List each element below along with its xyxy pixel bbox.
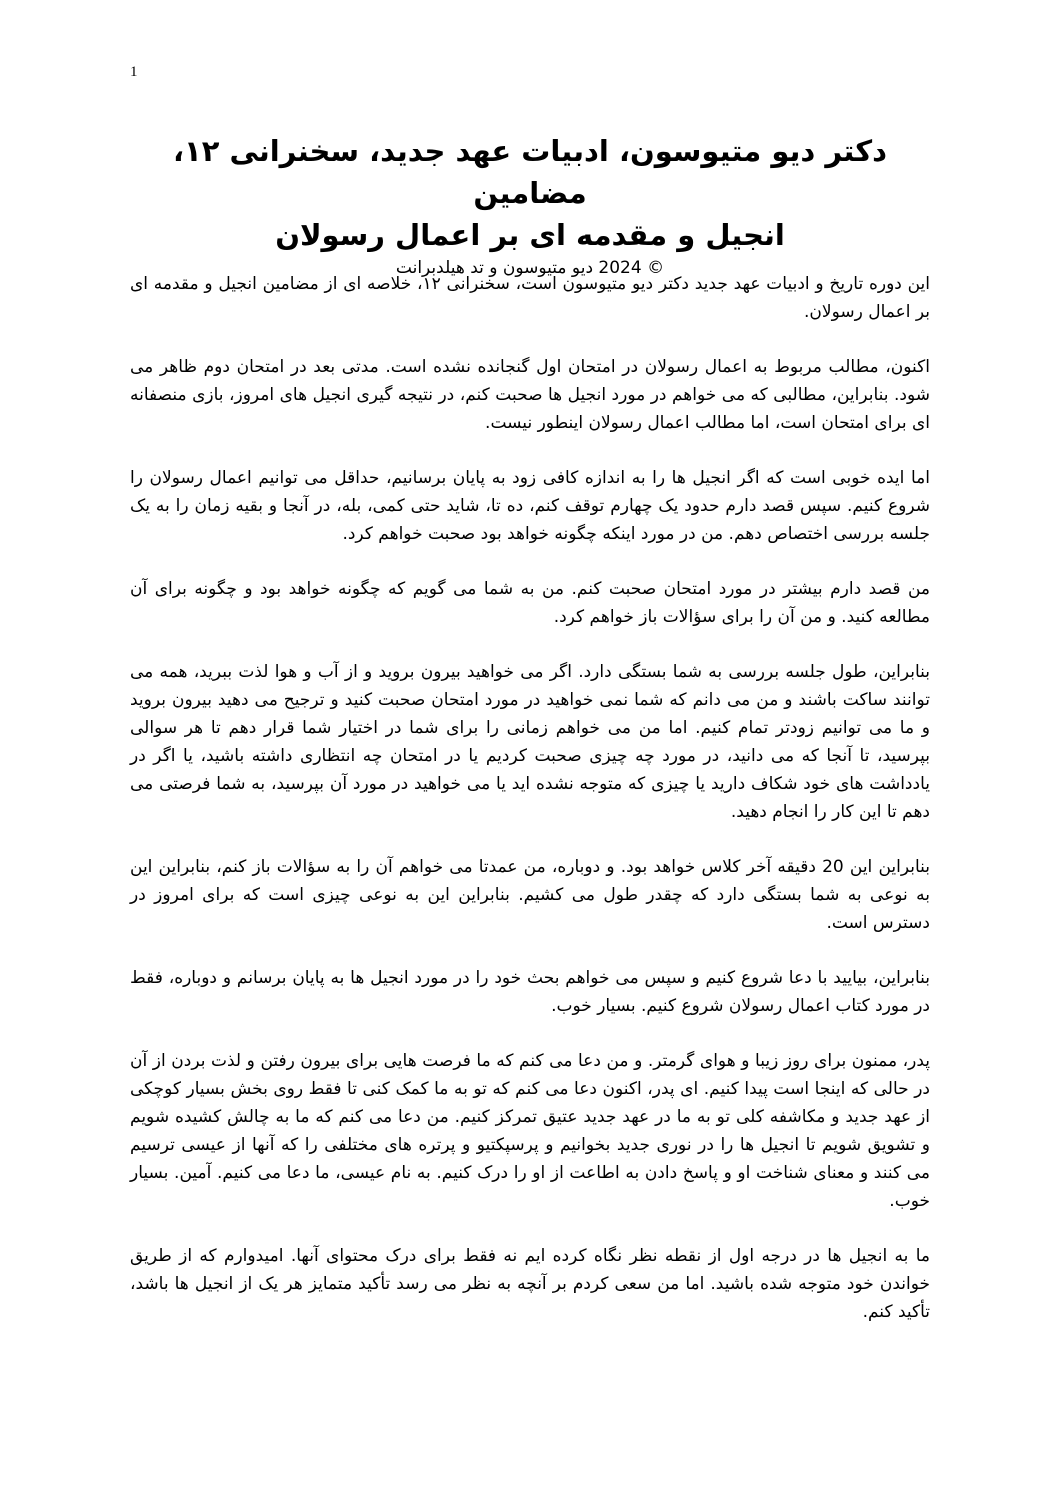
paragraph-8: پدر، ممنون برای روز زیبا و هوای گرمتر. و من دعا می کنم که ما فرصت هایی برای بیرون رفتن و لذت بردن از آن در حالی که اینجا است پیدا کنیم. ای پدر، اکنون دعا می کنم که تو به ما کمک کنی تا فقط روی بخش بسیار کوچکی از عهد جدید و مکاشفه کلی تو به ما در عهد جدید عتیق تمرکز کنیم. من دعا می کنم که ما به چالش کشیده شویم و تشویق شویم تا انجیل ها را در نوری جدید بخوانیم و پرسپکتیو و پرتره های مختلفی را که آنها از عیسی ترسیم می کنند و معنای شناخت او و پاسخ دادن به اطاعت از او را درک کنیم. به نام عیسی، ما دعا می کنیم. آمین. بسیار خوب.: [130, 1051, 930, 1211]
paragraph-6: بنابراین این 20 دقیقه آخر کلاس خواهد بود. و دوباره، من عمدتا می خواهم آن را به سؤالات باز کنم، بنابراین این به نوعی به شما بستگی دارد که چقدر طول می کشیم. بنابراین این به نوعی چیزی است که برای امروز در دسترس است.: [130, 857, 930, 933]
paragraph-1: این دوره تاریخ و ادبیات عهد جدید دکتر دیو متیوسون است، سخنرانی ۱۲، خلاصه ای از مضامین انجیل و مقدمه ای بر اعمال رسولان.: [130, 274, 931, 322]
document-title-line-2: انجیل و مقدمه ای بر اعمال رسولان: [275, 218, 785, 252]
document-title-line-1: دکتر دیو متیوسون، ادبیات عهد جدید، سخنرانی ۱۲، مضامین: [172, 134, 888, 210]
paragraph-3: اما ایده خوبی است که اگر انجیل ها را به اندازه کافی زود به پایان برسانیم، حداقل می توانیم اعمال رسولان را شروع کنیم. سپس قصد دارم حدود یک چهارم توقف کنم، ده تا، شاید حتی کمی، بله، در آنجا و بقیه زمان را به یک جلسه بررسی اختصاص دهم. من در مورد اینکه چگونه خواهد بود صحبت خواهم کرد.: [130, 468, 930, 544]
title-block: [130, 130, 930, 280]
paragraph-2: اکنون، مطالب مربوط به اعمال رسولان در امتحان اول گنجانده نشده است. مدتی بعد در امتحان دوم ظاهر می شود. بنابراین، مطالبی که می خواهم در مورد انجیل ها صحبت کنم، در نتیجه گیری انجیل های امروز، بازی منصفانه ای برای امتحان است، اما مطالب اعمال رسولان اینطور نیست.: [130, 357, 930, 433]
paragraph-4: من قصد دارم بیشتر در مورد امتحان صحبت کنم. من به شما می گویم که چگونه خواهد بود و چگونه برای آن مطالعه کنید. و من آن را برای سؤالات باز خواهم کرد.: [130, 579, 930, 627]
paragraph-7: بنابراین، بیایید با دعا شروع کنیم و سپس می خواهم بحث خود را در مورد انجیل ها به پایان برسانم و دوباره، فقط در مورد کتاب اعمال رسولان شروع کنیم. بسیار خوب.: [130, 968, 930, 1016]
copyright-line: © 2024 دیو متیوسون و تد هیلدبرانت: [395, 258, 665, 278]
paragraph-9: ما به انجیل ها در درجه اول از نقطه نظر نگاه کرده ایم نه فقط برای درک محتوای آنها. امیدوارم که از طریق خواندن خود متوجه شده باشید. اما من سعی کردم بر آنچه به نظر می رسد تأکید متمایز هر یک از انجیل ها باشد، تأکید کنم.: [130, 1246, 930, 1322]
page-number: 1: [130, 64, 138, 80]
paragraph-5: بنابراین، طول جلسه بررسی به شما بستگی دارد. اگر می خواهید بیرون بروید و از آب و هوا لذت ببرید، همه می توانند ساکت باشند و من می دانم که شما نمی خواهید در مورد امتحان صحبت کنید و ترجیح می دهید بیرون بروید و ما می توانیم زودتر تمام کنیم. اما من می خواهم زمانی را برای شما در اختیار شما قرار دهم تا هر سوالی بپرسید، تا آنجا که می دانید، در مورد چه چیزی صحبت کردیم یا در امتحان چه انتظاری داشته باشید، یا اگر در یادداشت های خود شکاف دارید یا چیزی که متوجه نشده اید یا می خواهید در مورد آن بپرسید، به شما فرصتی می دهم تا این کار را انجام دهید.: [130, 662, 930, 822]
document-body: [130, 270, 930, 1353]
